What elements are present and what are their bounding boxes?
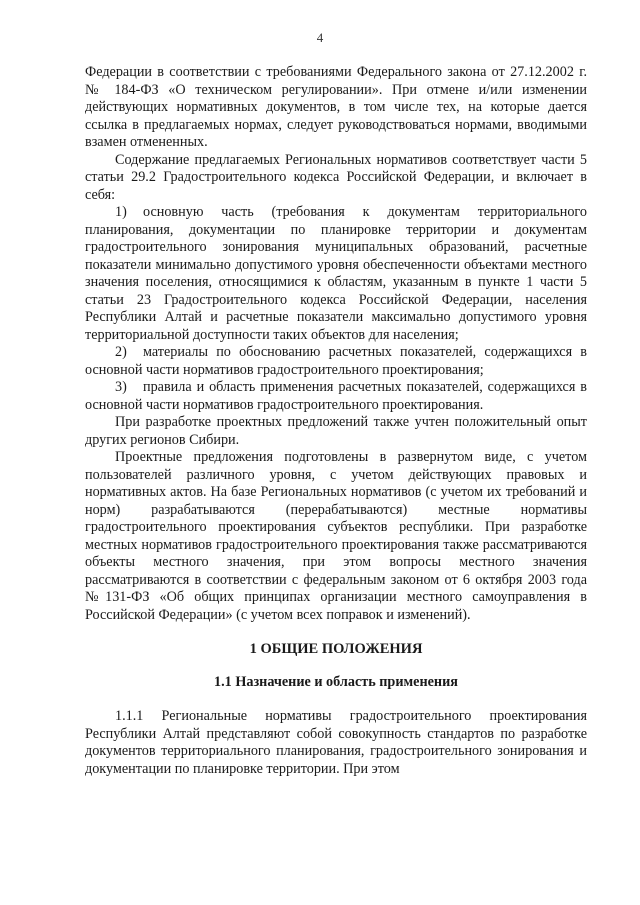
list-item-number: 2) xyxy=(115,344,127,360)
list-item-number: 3) xyxy=(115,379,127,395)
section-heading: 1 ОБЩИЕ ПОЛОЖЕНИЯ xyxy=(249,641,423,657)
paragraph-intro: Федерации в соответствии с требованиями Федерального закона от 27.12.2002 г. № 184-ФЗ «О техническом регулировании». При отмене и/или изменении действующих нормативных документов, в том числе тех, на которые дается ссылка в предлагаемых нормах, следует руководствоваться нормами, вводимыми взамен отмененных. xyxy=(85,64,587,150)
document-body xyxy=(85,64,587,778)
list-item-number: 1) xyxy=(115,204,127,220)
subsection-heading: 1.1 Назначение и область применения xyxy=(214,673,458,690)
paragraph-proposals: Проектные предложения подготовлены в развернутом виде, с учетом пользователей различного уровня, с учетом действующих правовых и нормативных актов. На базе Региональных нормативов (с учетом их требований и норм) разрабатываются (перерабатываются) местные нормативы градостроительного проектирования субъектов республики. При разработке местных нормативов градостроительного проектирования также рассматриваются объекты местного значения, при этом вопросы местного значения рассматриваются в соответствии с федеральным законом от 6 октября 2003 года №131-ФЗ «Об общих принципах организации местного самоуправления в Российской Федерации» (с учетом всех поправок и изменений). xyxy=(85,449,587,623)
paragraph-contents: Содержание предлагаемых Региональных нормативов соответствует части 5 статьи 29.2 Градостроительного кодекса Российской Федерации, и включает в себя: xyxy=(85,151,587,203)
paragraph-1-1-1: 1.1.1 Региональные нормативы градостроительного проектирования Республики Алтай представляют собой совокупность стандартов по разработке документов территориального планирования, градостроительного зонирования и документации по планировке территории. При этом xyxy=(85,708,587,777)
paragraph-experience: При разработке проектных предложений также учтен положительный опыт других регионов Сибири. xyxy=(85,414,587,448)
list-item-text: основную часть (требования к документам территориального планирования, документации по планировке территории и документам градостроительного зонирования муниципальных образований, расчетные показатели минимально допустимого уровня обеспеченности объектами местного значения поселения, относящимися к областям, указанным в пункте 1 части 5 статьи 23 Градостроительного кодекса Российской Федерации, населения Республики Алтай и расчетные показатели максимально допустимого уровня территориальной доступности таких объектов для населения; xyxy=(85,204,587,343)
page-number: 4 xyxy=(316,30,324,45)
list-item-text: правила и область применения расчетных показателей, содержащихся в основной части нормативов градостроительного проектирования. xyxy=(85,379,587,413)
list-item-3 xyxy=(85,379,587,414)
list-item-1 xyxy=(85,204,587,344)
list-item-2 xyxy=(85,344,587,379)
list-item-text: материалы по обоснованию расчетных показателей, содержащихся в основной части нормативов градостроительного проектирования; xyxy=(85,344,587,378)
